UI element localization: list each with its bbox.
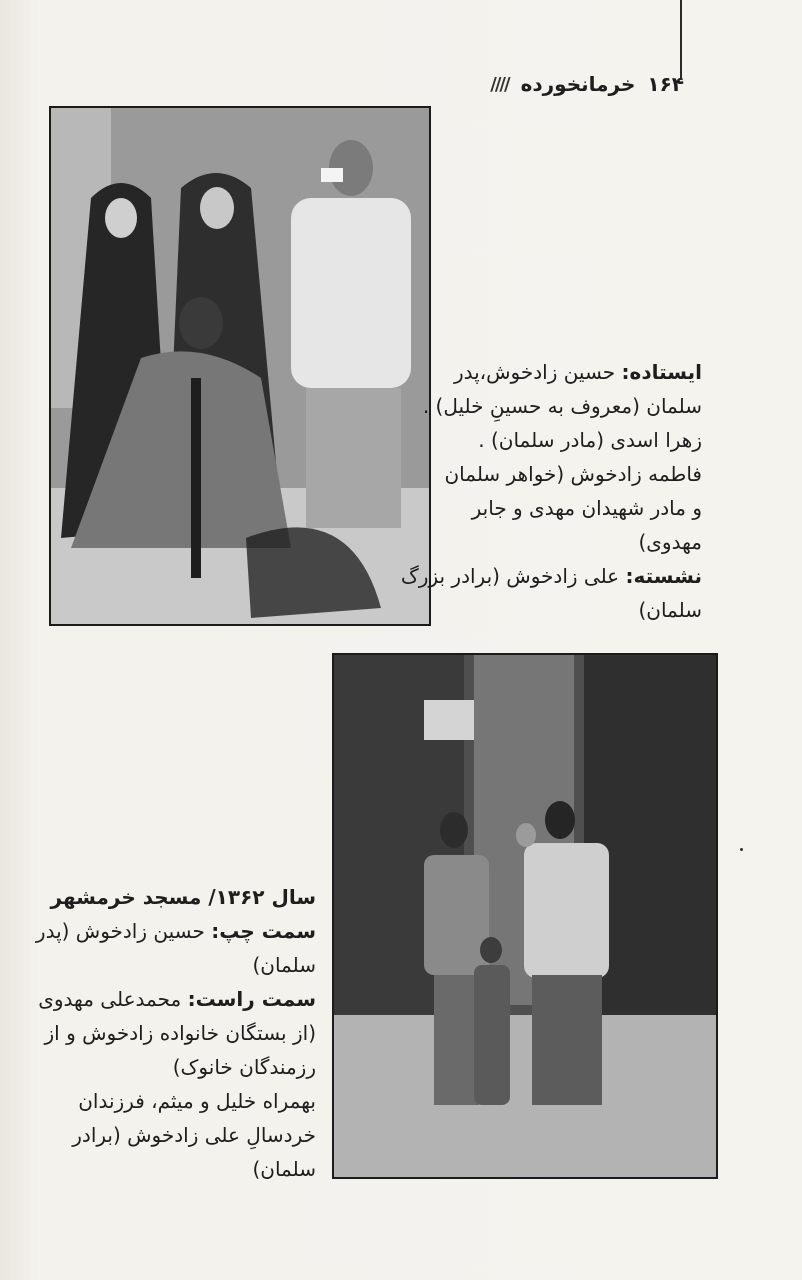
- family-portrait-photo: [49, 106, 431, 626]
- book-title: خرمانخورده: [520, 72, 636, 96]
- page-speck: [740, 848, 743, 851]
- caption-line: ایستاده: حسین زادخوش،پدر: [453, 360, 702, 384]
- caption-line: سمت راست: محمدعلی مهدوی: [38, 987, 316, 1011]
- caption-line: سلمان (معروف به حسینِ خلیل) .: [422, 394, 702, 418]
- caption-line: فاطمه زادخوش (خواهر سلمان: [444, 462, 702, 486]
- caption-line: رزمندگان خانوک): [172, 1055, 316, 1079]
- caption-line: زهرا اسدی (مادر سلمان) .: [478, 428, 702, 452]
- mosque-illustration: [334, 655, 716, 1177]
- caption-line: سلمان): [638, 598, 702, 622]
- caption-line: (از بستگان خانواده زادخوش و از: [44, 1021, 316, 1045]
- caption-line: خردسالِ علی زادخوش (برادر: [72, 1123, 316, 1147]
- mosque-photo: [332, 653, 718, 1179]
- caption-line: نشسته: علی زادخوش (برادر بزرگ: [400, 564, 702, 588]
- caption-line: مهدوی): [638, 530, 702, 554]
- caption-line: سلمان): [252, 1157, 316, 1181]
- header-ornament: ////: [490, 73, 509, 95]
- mosque-photo-caption: [35, 880, 316, 1186]
- family-portrait-caption: [400, 355, 702, 627]
- caption-line: سال ۱۳۶۲/ مسجد خرمشهر: [50, 885, 316, 909]
- header-rule: [680, 0, 682, 78]
- caption-line: و مادر شهیدان مهدی و جابر: [471, 496, 702, 520]
- page-header: [490, 72, 684, 96]
- page-number: ۱۶۴: [647, 72, 684, 96]
- caption-line: بهمراه خلیل و میثم، فرزندان: [78, 1089, 316, 1113]
- caption-line: سلمان): [252, 953, 316, 977]
- family-portrait-illustration: [51, 108, 429, 624]
- caption-line: سمت چپ: حسین زادخوش (پدر: [35, 919, 316, 943]
